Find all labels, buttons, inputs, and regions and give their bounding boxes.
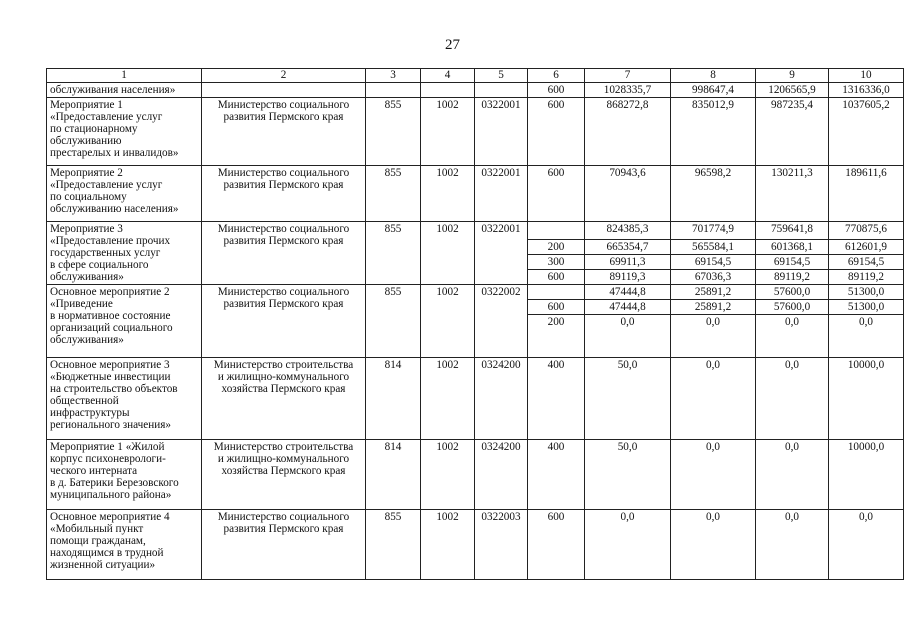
value-cell: 0,0 <box>756 315 829 358</box>
org-cell-line: Министерство строительства <box>213 441 354 453</box>
row-name-cell-line: жизненной ситуации» <box>50 559 156 571</box>
org-cell-line: хозяйства Пермского края <box>221 465 346 477</box>
value-cell: 25891,2 <box>671 300 756 315</box>
row-name-cell-line: обслуживанию населения» <box>50 203 179 215</box>
row-name-cell-line: «Приведение <box>50 298 113 310</box>
value-cell: 600 <box>528 98 585 166</box>
row-name-cell-line: организаций социального <box>50 322 173 334</box>
code-cell: 855 <box>366 285 421 358</box>
row-name-cell-line: Основное мероприятие 3 <box>50 359 170 371</box>
row-name-cell-line: по социальному <box>50 191 127 203</box>
row-name-cell-line: находящимся в трудной <box>50 547 164 559</box>
org-cell-line: развития Пермского края <box>223 298 344 310</box>
row-name-cell-line: престарелых и инвалидов» <box>50 147 179 159</box>
value-cell: 0,0 <box>671 440 756 510</box>
code-cell <box>421 83 475 98</box>
value-cell: 0,0 <box>756 440 829 510</box>
org-cell-line: развития Пермского края <box>223 523 344 535</box>
org-cell <box>202 222 366 285</box>
row-name-cell-line: «Предоставление услуг <box>50 179 163 191</box>
value-cell: 835012,9 <box>671 98 756 166</box>
code-cell <box>366 83 421 98</box>
value-cell: 770875,6 <box>829 222 904 240</box>
value-cell: 0,0 <box>671 510 756 580</box>
value-cell: 400 <box>528 358 585 440</box>
value-cell: 130211,3 <box>756 166 829 222</box>
org-cell <box>202 285 366 358</box>
value-cell: 0,0 <box>671 358 756 440</box>
table-row <box>47 98 904 166</box>
value-cell: 612601,9 <box>829 240 904 255</box>
value-cell: 189611,6 <box>829 166 904 222</box>
value-cell: 200 <box>528 315 585 358</box>
org-cell <box>202 98 366 166</box>
value-cell: 0,0 <box>671 315 756 358</box>
value-cell: 57600,0 <box>756 285 829 300</box>
row-name-cell-line: «Бюджетные инвестиции <box>50 371 171 383</box>
row-name-cell <box>47 510 202 580</box>
org-cell-line: развития Пермского края <box>223 235 344 247</box>
value-cell: 89119,2 <box>756 270 829 285</box>
value-cell: 759641,8 <box>756 222 829 240</box>
row-name-cell-line: регионального значения» <box>50 419 171 431</box>
code-cell: 855 <box>366 166 421 222</box>
value-cell: 1037605,2 <box>829 98 904 166</box>
row-name-cell-line: Основное мероприятие 2 <box>50 286 170 298</box>
row-name-cell <box>47 166 202 222</box>
code-cell: 0324200 <box>475 440 528 510</box>
code-cell: 855 <box>366 222 421 285</box>
header-cell: 3 <box>366 69 421 83</box>
value-cell: 10000,0 <box>829 440 904 510</box>
org-cell <box>202 83 366 98</box>
value-cell: 987235,4 <box>756 98 829 166</box>
value-cell: 665354,7 <box>585 240 671 255</box>
row-name-cell-line: государственных услуг <box>50 247 161 259</box>
value-cell: 601368,1 <box>756 240 829 255</box>
row-name-cell <box>47 98 202 166</box>
value-cell: 57600,0 <box>756 300 829 315</box>
value-cell: 998647,4 <box>671 83 756 98</box>
value-cell <box>528 222 585 240</box>
code-cell: 814 <box>366 358 421 440</box>
value-cell: 600 <box>528 270 585 285</box>
code-cell: 1002 <box>421 510 475 580</box>
row-name-cell-line: Основное мероприятие 4 <box>50 511 170 523</box>
value-cell: 25891,2 <box>671 285 756 300</box>
row-name-cell-line: Мероприятие 1 «Жилой <box>50 441 165 453</box>
row-name-cell-line: «Предоставление услуг <box>50 111 163 123</box>
value-cell: 89119,3 <box>585 270 671 285</box>
org-cell <box>202 440 366 510</box>
value-cell: 89119,2 <box>829 270 904 285</box>
org-cell-line: Министерство строительства <box>213 359 354 371</box>
value-cell: 69154,5 <box>829 255 904 270</box>
value-cell: 0,0 <box>585 510 671 580</box>
header-cell: 2 <box>202 69 366 83</box>
header-cell: 9 <box>756 69 829 83</box>
row-name-cell-line: в нормативное состояние <box>50 310 171 322</box>
row-name-cell-line: муниципального района» <box>50 489 172 501</box>
code-cell: 1002 <box>421 358 475 440</box>
row-name-cell-line: «Мобильный пункт <box>50 523 144 535</box>
table-row <box>47 285 904 300</box>
row-name-cell-line: общественной <box>50 395 119 407</box>
value-cell: 47444,8 <box>585 285 671 300</box>
value-cell: 47444,8 <box>585 300 671 315</box>
value-cell: 70943,6 <box>585 166 671 222</box>
value-cell: 69154,5 <box>756 255 829 270</box>
value-cell: 565584,1 <box>671 240 756 255</box>
org-cell-line: Министерство социального <box>217 99 350 111</box>
code-cell <box>475 83 528 98</box>
table-body <box>47 69 904 580</box>
header-cell: 6 <box>528 69 585 83</box>
code-cell: 0322002 <box>475 285 528 358</box>
budget-table <box>46 68 904 580</box>
value-cell: 50,0 <box>585 440 671 510</box>
row-name-cell <box>47 358 202 440</box>
row-name-cell-line: Мероприятие 2 <box>50 167 123 179</box>
header-cell: 7 <box>585 69 671 83</box>
header-cell: 5 <box>475 69 528 83</box>
value-cell: 69911,3 <box>585 255 671 270</box>
code-cell: 814 <box>366 440 421 510</box>
row-name-cell-line: инфраструктуры <box>50 407 130 419</box>
value-cell: 300 <box>528 255 585 270</box>
row-name-cell-line: обслуживания» <box>50 271 124 283</box>
value-cell: 868272,8 <box>585 98 671 166</box>
row-name-cell <box>47 440 202 510</box>
row-name-cell-line: обслуживанию <box>50 135 122 147</box>
org-cell-line: развития Пермского края <box>223 179 344 191</box>
org-cell <box>202 510 366 580</box>
value-cell: 600 <box>528 510 585 580</box>
value-cell: 1206565,9 <box>756 83 829 98</box>
org-cell <box>202 166 366 222</box>
row-name-cell-line: Мероприятие 1 <box>50 99 123 111</box>
row-name-cell-line: в д. Батерики Березовского <box>50 477 179 489</box>
code-cell: 855 <box>366 510 421 580</box>
value-cell: 824385,3 <box>585 222 671 240</box>
table-row <box>47 358 904 440</box>
value-cell: 96598,2 <box>671 166 756 222</box>
org-cell <box>202 358 366 440</box>
header-cell: 10 <box>829 69 904 83</box>
row-name-cell-line: ческого интерната <box>50 465 138 477</box>
code-cell: 0322001 <box>475 98 528 166</box>
value-cell: 50,0 <box>585 358 671 440</box>
code-cell: 0324200 <box>475 358 528 440</box>
row-name-cell-line: в сфере социального <box>50 259 149 271</box>
value-cell: 600 <box>528 166 585 222</box>
value-cell: 0,0 <box>829 315 904 358</box>
value-cell: 200 <box>528 240 585 255</box>
value-cell: 69154,5 <box>671 255 756 270</box>
code-cell: 855 <box>366 98 421 166</box>
value-cell <box>528 285 585 300</box>
code-cell: 1002 <box>421 222 475 285</box>
code-cell: 1002 <box>421 285 475 358</box>
code-cell: 0322003 <box>475 510 528 580</box>
value-cell: 0,0 <box>756 510 829 580</box>
code-cell: 0322001 <box>475 222 528 285</box>
value-cell: 0,0 <box>756 358 829 440</box>
org-cell-line: Министерство социального <box>217 223 350 235</box>
org-cell-line: и жилищно-коммунального <box>217 453 350 465</box>
header-cell: 1 <box>47 69 202 83</box>
table-row <box>47 222 904 240</box>
page-number: 27 <box>445 37 460 53</box>
row-name-cell-line: на строительство объектов <box>50 383 178 395</box>
org-cell-line: хозяйства Пермского края <box>221 383 346 395</box>
row-name-cell-line: по стационарному <box>50 123 138 135</box>
row-name-cell-line: корпус психоневрологи- <box>50 453 166 465</box>
code-cell: 1002 <box>421 440 475 510</box>
code-cell: 1002 <box>421 166 475 222</box>
code-cell: 1002 <box>421 98 475 166</box>
row-name-cell-line: помощи гражданам, <box>50 535 146 547</box>
header-cell: 8 <box>671 69 756 83</box>
header-cell: 4 <box>421 69 475 83</box>
value-cell: 600 <box>528 300 585 315</box>
value-cell: 51300,0 <box>829 300 904 315</box>
value-cell: 0,0 <box>585 315 671 358</box>
value-cell: 701774,9 <box>671 222 756 240</box>
value-cell: 1028335,7 <box>585 83 671 98</box>
header-row <box>47 69 904 83</box>
table-row <box>47 440 904 510</box>
row-name-cell-line: Мероприятие 3 <box>50 223 123 235</box>
value-cell: 600 <box>528 83 585 98</box>
value-cell: 67036,3 <box>671 270 756 285</box>
continuation-row <box>47 83 904 98</box>
row-name-cell-line: обслуживания» <box>50 334 124 346</box>
value-cell: 10000,0 <box>829 358 904 440</box>
value-cell: 400 <box>528 440 585 510</box>
value-cell: 0,0 <box>829 510 904 580</box>
value-cell: 51300,0 <box>829 285 904 300</box>
row-name-cell <box>47 285 202 358</box>
table-row <box>47 166 904 222</box>
code-cell: 0322001 <box>475 166 528 222</box>
org-cell-line: Министерство социального <box>217 167 350 179</box>
row-name-cell-line: «Предоставление прочих <box>50 235 171 247</box>
org-cell-line: Министерство социального <box>217 286 350 298</box>
table-row <box>47 510 904 580</box>
org-cell-line: и жилищно-коммунального <box>217 371 350 383</box>
row-name-cell: обслуживания населения» <box>47 83 202 98</box>
row-name-cell <box>47 222 202 285</box>
value-cell: 1316336,0 <box>829 83 904 98</box>
org-cell-line: развития Пермского края <box>223 111 344 123</box>
org-cell-line: Министерство социального <box>217 511 350 523</box>
